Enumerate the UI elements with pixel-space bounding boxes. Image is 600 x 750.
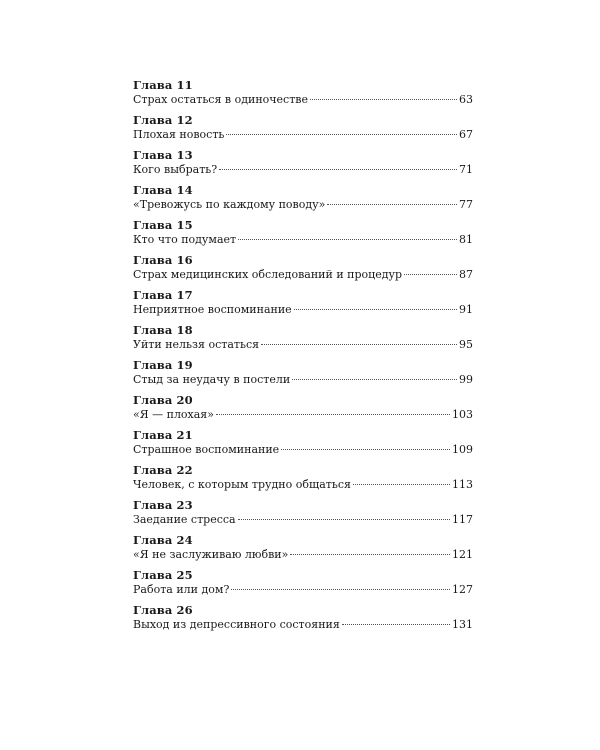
dot-leader: [231, 589, 450, 590]
toc-entry-12: [133, 113, 473, 148]
page-number: 117: [452, 513, 473, 526]
page-number: 91: [459, 303, 473, 316]
dot-leader: [238, 519, 450, 520]
chapter-title: «Тревожусь по каждому поводу»: [133, 198, 326, 211]
chapter-title: Выход из депрессивного состояния: [133, 618, 340, 631]
chapter-title: Кто что подумает: [133, 233, 237, 246]
page-number: 63: [459, 93, 473, 106]
toc-row: [133, 513, 473, 527]
chapter-label: Глава 23: [133, 498, 193, 512]
toc-entry-14: [133, 183, 473, 218]
toc-row: [133, 233, 473, 247]
page-number: 71: [459, 163, 473, 176]
chapter-title: Человек, с которым трудно общаться: [133, 478, 351, 491]
toc-entry-16: [133, 253, 473, 288]
toc-entry-22: [133, 463, 473, 498]
toc-entry-13: [133, 148, 473, 183]
chapter-label: Глава 12: [133, 113, 193, 127]
dot-leader: [292, 379, 457, 380]
page-number: 81: [459, 233, 473, 246]
dot-leader: [290, 554, 450, 555]
chapter-title: Страх остаться в одиночестве: [133, 93, 309, 106]
chapter-title: Плохая новость: [133, 128, 225, 141]
toc-entry-17: [133, 288, 473, 323]
toc-row: [133, 443, 473, 457]
dot-leader: [216, 414, 450, 415]
chapter-label: Глава 19: [133, 358, 193, 372]
chapter-label: Глава 21: [133, 428, 193, 442]
page-number: 131: [452, 618, 473, 631]
toc-row: [133, 338, 473, 352]
toc-row: [133, 93, 473, 107]
toc-entry-20: [133, 393, 473, 428]
toc-row: [133, 478, 473, 492]
page-number: 95: [459, 338, 473, 351]
chapter-title: «Я — плохая»: [133, 408, 214, 421]
chapter-label: Глава 22: [133, 463, 193, 477]
dot-leader: [238, 239, 457, 240]
page-number: 127: [452, 583, 473, 596]
chapter-title: Уйти нельзя остаться: [133, 338, 260, 351]
chapter-title: «Я не заслуживаю любви»: [133, 548, 289, 561]
chapter-title: Кого выбрать?: [133, 163, 218, 176]
page-number: 121: [452, 548, 473, 561]
chapter-label: Глава 17: [133, 288, 193, 302]
toc-row: [133, 163, 473, 177]
chapter-title: Работа или дом?: [133, 583, 230, 596]
toc-row: [133, 268, 473, 282]
chapter-label: Глава 15: [133, 218, 193, 232]
chapter-label: Глава 14: [133, 183, 193, 197]
chapter-label: Глава 16: [133, 253, 193, 267]
chapter-label: Глава 18: [133, 323, 193, 337]
toc-entry-23: [133, 498, 473, 533]
chapter-title: Стыд за неудачу в постели: [133, 373, 291, 386]
chapter-label: Глава 24: [133, 533, 193, 547]
toc-row: [133, 408, 473, 422]
toc-entry-18: [133, 323, 473, 358]
dot-leader: [342, 624, 450, 625]
chapter-label: Глава 20: [133, 393, 193, 407]
dot-leader: [281, 449, 450, 450]
dot-leader: [327, 204, 457, 205]
toc-row: [133, 618, 473, 632]
toc-row: [133, 128, 473, 142]
toc-row: [133, 548, 473, 562]
page-number: 103: [452, 408, 473, 421]
toc-entry-25: [133, 568, 473, 603]
dot-leader: [261, 344, 457, 345]
dot-leader: [404, 274, 457, 275]
dot-leader: [219, 169, 457, 170]
toc-entry-11: [133, 78, 473, 113]
chapter-title: Заедание стресса: [133, 513, 236, 526]
chapter-title: Страх медицинских обследований и процедур: [133, 268, 403, 281]
page-number: 109: [452, 443, 473, 456]
toc-row: [133, 583, 473, 597]
chapter-label: Глава 11: [133, 78, 193, 92]
chapter-label: Глава 13: [133, 148, 193, 162]
dot-leader: [226, 134, 457, 135]
toc-entry-19: [133, 358, 473, 393]
dot-leader: [294, 309, 457, 310]
page-number: 99: [459, 373, 473, 386]
toc-entry-21: [133, 428, 473, 463]
dot-leader: [353, 484, 450, 485]
toc-row: [133, 373, 473, 387]
toc-entry-24: [133, 533, 473, 568]
chapter-title: Неприятное воспоминание: [133, 303, 292, 316]
table-of-contents: [133, 78, 473, 638]
page-number: 87: [459, 268, 473, 281]
chapter-label: Глава 25: [133, 568, 193, 582]
toc-row: [133, 303, 473, 317]
dot-leader: [310, 99, 457, 100]
chapter-title: Страшное воспоминание: [133, 443, 280, 456]
toc-entry-15: [133, 218, 473, 253]
page-number: 67: [459, 128, 473, 141]
chapter-label: Глава 26: [133, 603, 193, 617]
page-number: 77: [459, 198, 473, 211]
toc-entry-26: [133, 603, 473, 638]
page-number: 113: [452, 478, 473, 491]
toc-row: [133, 198, 473, 212]
